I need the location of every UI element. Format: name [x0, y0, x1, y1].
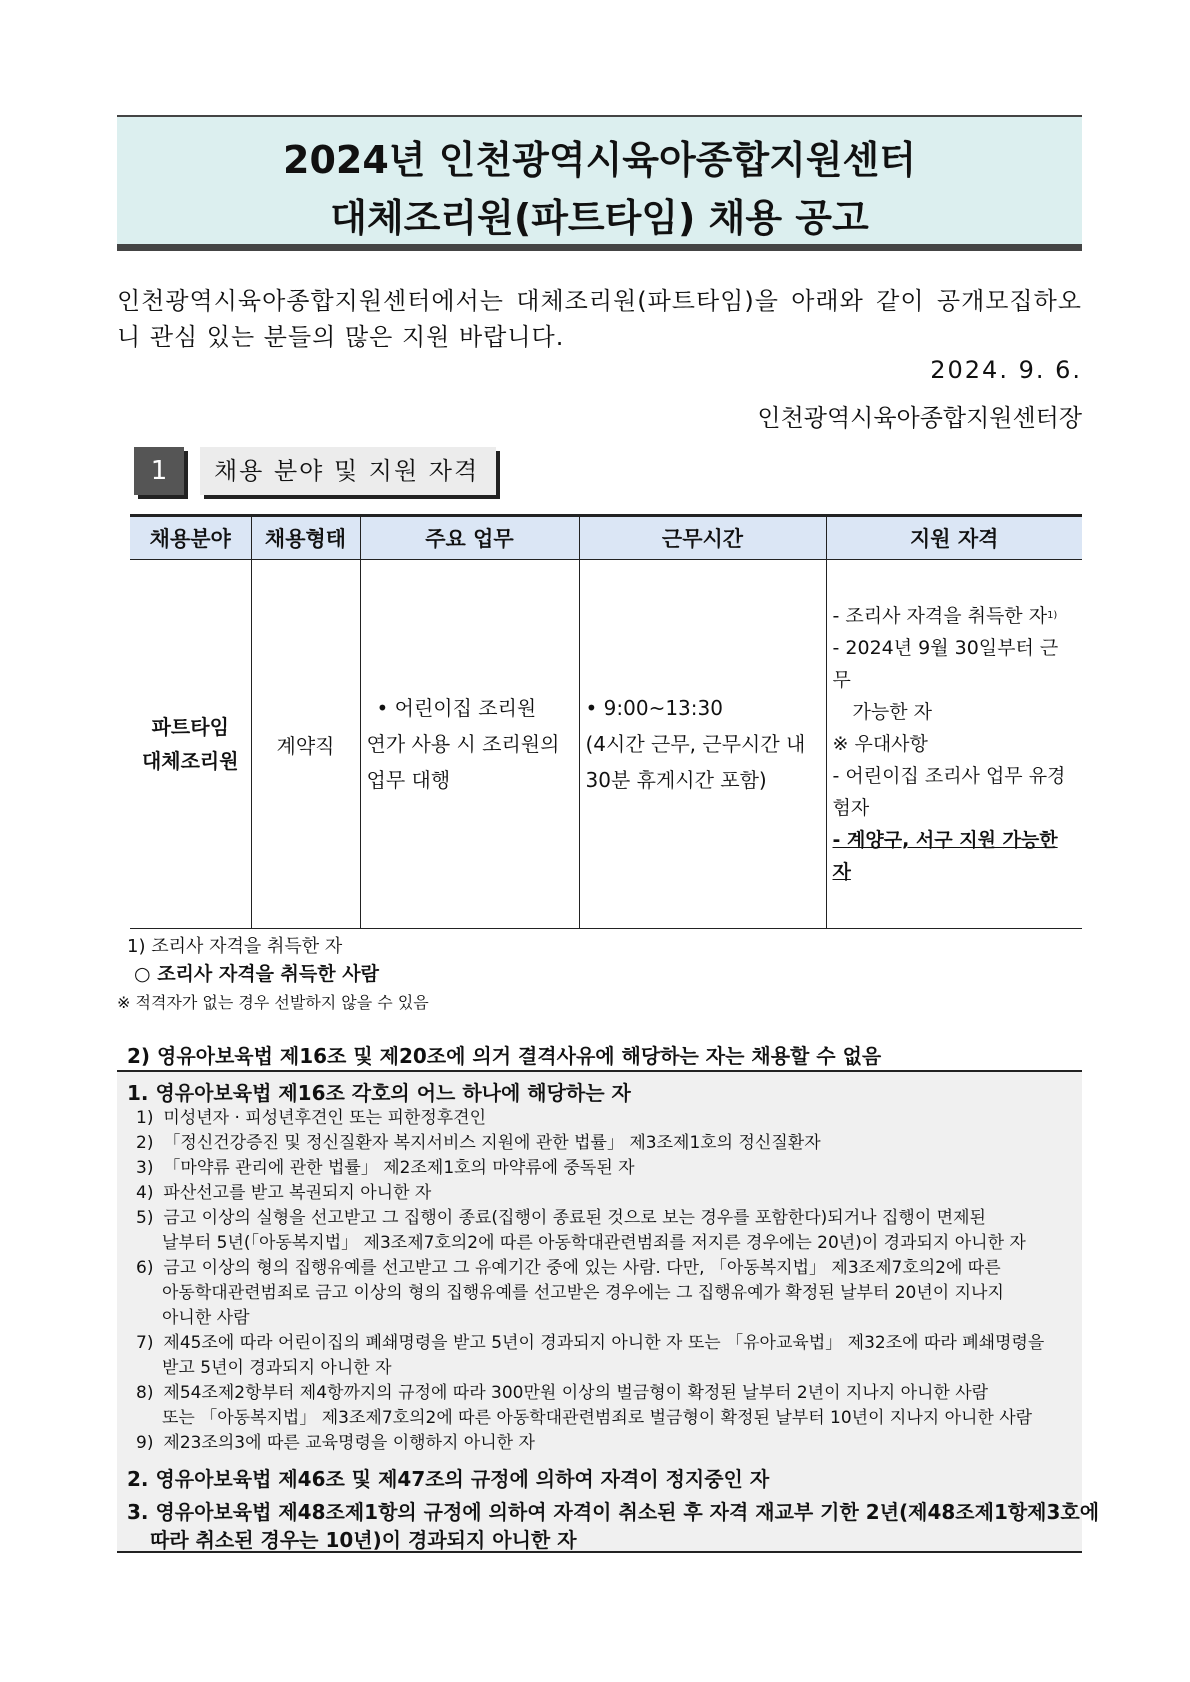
list-item: 4) 파산선고를 받고 복권되지 아니한 자	[136, 1183, 432, 1203]
table-row	[130, 560, 1082, 929]
qual-line-4: ※ 우대사항	[832, 733, 928, 755]
duty-line-2: 연가 사용 시 조리원의	[366, 732, 560, 756]
cell-type: 계약직	[251, 560, 360, 929]
footnote-1: 1) 조리사 자격을 취득한 자	[127, 936, 343, 957]
selection-note: ※ 적격자가 없는 경우 선발하지 않을 수 있음	[117, 993, 429, 1012]
header-duty: 주요 업무	[360, 516, 579, 560]
cell-duty	[360, 560, 579, 929]
header-hours: 근무시간	[579, 516, 826, 560]
section-number: 1	[134, 447, 184, 495]
list-item: 7) 제45조에 따라 어린이집의 폐쇄명령을 받고 5년이 경과되지 아니한 자 또는 「유아교육법」 제32조에 따라 폐쇄명령을 받고 5년이 경과되지 아니한 자	[136, 1333, 1045, 1378]
disq-heading-2: 2. 영유아보육법 제46조 및 제47조의 규정에 의하여 자격이 정지중인 자	[127, 1467, 770, 1491]
header-qualification: 지원 자격	[826, 516, 1082, 560]
table-header-row	[130, 516, 1082, 560]
time-line-3: 30분 휴게시간 포함)	[585, 768, 767, 792]
field-line-2: 대체조리원	[141, 749, 239, 773]
time-line-1: • 9:00~13:30	[585, 696, 723, 720]
title-line-1: 2024년 인천광역시육아종합지원센터	[283, 138, 916, 182]
qual-line-3: 가능한 자	[852, 701, 932, 723]
section-title: 채용 분야 및 지원 자격	[200, 447, 496, 495]
intro-text: 인천광역시육아종합지원센터에서는 대체조리원(파트타임)을 아래와 같이 공개모집하오니 관심 있는 분들의 많은 지원 바랍니다.	[117, 287, 1082, 351]
title-box	[117, 115, 1082, 251]
cell-hours	[579, 560, 826, 929]
disq-heading-3-line-1: 3. 영유아보육법 제48조제1항의 규정에 의하여 자격이 취소된 후 자격 재교부 기한 2년(제48조제1항제3호에	[127, 1500, 1100, 1524]
title-line-2: 대체조리원(파트타임) 채용 공고	[330, 196, 869, 240]
list-item: 9) 제23조의3에 따른 교육명령을 이행하지 아니한 자	[136, 1433, 535, 1453]
recruitment-table	[130, 514, 1082, 929]
qual-line-2: - 2024년 9월 30일부터 근무	[832, 637, 1059, 691]
organization-name: 인천광역시육아종합지원센터장	[757, 404, 1082, 432]
list-item: 8) 제54조제2항부터 제4항까지의 규정에 따라 300만원 이상의 벌금형이 확정된 날부터 2년이 지나지 아니한 사람 또는 「아동복지법」 제3조제7호의2에 따른 아동학대관련범죄로 벌금형이 확정된 날부터 10년이 지나지 아니한 사람	[136, 1383, 1033, 1428]
duty-line-3: 업무 대행	[366, 768, 451, 792]
list-item: 3) 「마약류 관리에 관한 법률」 제2조제1호의 마약류에 중독된 자	[136, 1158, 635, 1178]
list-item: 5) 금고 이상의 실형을 선고받고 그 집행이 종료(집행이 종료된 것으로 보는 경우를 포함한다)되거나 집행이 면제된 날부터 5년(「아동복지법」 제3조제7호의2에 따른 아동학대관련범죄를 저지른 경우에는 20년)이 경과되지 아니한 자	[136, 1208, 1026, 1253]
disqualification-heading: 2) 영유아보육법 제16조 및 제20조에 의거 결격사유에 해당하는 자는 채용할 수 없음	[127, 1044, 882, 1068]
duty-line-1: • 어린이집 조리원	[376, 696, 537, 720]
disq-heading-1: 1. 영유아보육법 제16조 각호의 어느 하나에 해당하는 자	[127, 1081, 631, 1105]
cell-field	[130, 560, 251, 929]
qual-line-1: - 조리사 자격을 취득한 자$^{1)}$	[832, 605, 1058, 627]
footnote-detail: ○ 조리사 자격을 취득한 사람	[134, 963, 379, 985]
cell-qualification	[826, 560, 1082, 929]
header-type: 채용형태	[251, 516, 360, 560]
posting-date: 2024. 9. 6.	[930, 356, 1082, 384]
qual-line-5: - 어린이집 조리사 업무 유경험자	[832, 765, 1066, 819]
disq-heading-3-line-2: 따라 취소된 경우는 10년)이 경과되지 아니한 자	[150, 1528, 577, 1552]
field-line-1: 파트타임	[151, 715, 229, 739]
header-field: 채용분야	[130, 516, 251, 560]
list-item: 2) 「정신건강증진 및 정신질환자 복지서비스 지원에 관한 법률」 제3조제1호의 정신질환자	[136, 1133, 821, 1153]
footnote-marker: 1)	[1047, 610, 1058, 621]
list-item: 1) 미성년자 · 피성년후견인 또는 피한정후견인	[136, 1108, 487, 1128]
list-item: 6) 금고 이상의 형의 집행유예를 선고받고 그 유예기간 중에 있는 사람. 다만, 「아동복지법」 제3조제7호의2에 따른 아동학대관련범죄로 금고 이상의 형의 집행유예를 선고받은 경우에는 그 집행유예가 확정된 날부터 20년이 지나지 아니한 사람	[136, 1258, 1004, 1328]
qual-line-6: - 계양구, 서구 지원 가능한 자	[832, 829, 1058, 883]
time-line-2: (4시간 근무, 근무시간 내	[585, 732, 806, 756]
